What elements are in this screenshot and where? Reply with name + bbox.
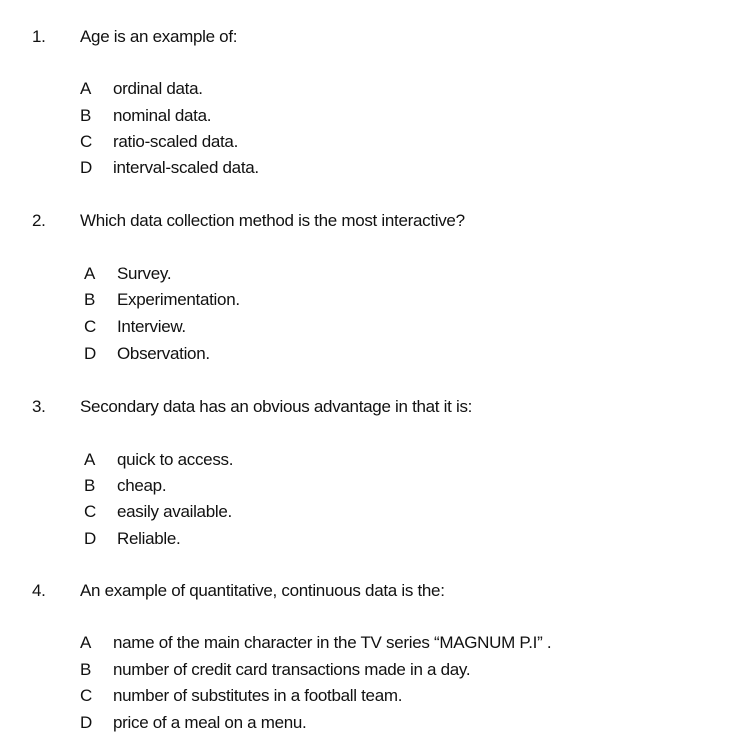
- question-number: 2.: [32, 211, 46, 230]
- question-number: 3.: [32, 397, 46, 416]
- option-letter: C: [80, 686, 92, 705]
- option-letter: D: [84, 344, 96, 363]
- option-text: ratio-scaled data.: [113, 132, 239, 151]
- option-text: number of credit card transactions made in a day.: [113, 660, 471, 679]
- option-text: Experimentation.: [117, 290, 240, 309]
- question-text: An example of quantitative, continuous data is the:: [80, 581, 445, 600]
- option-letter: C: [80, 132, 92, 151]
- option-text: Interview.: [117, 317, 186, 336]
- option-text: nominal data.: [113, 106, 212, 125]
- option-text: cheap.: [117, 476, 167, 495]
- option-text: Reliable.: [117, 529, 181, 548]
- question-number: 1.: [32, 27, 46, 46]
- option-letter: B: [80, 660, 92, 679]
- question-text: Which data collection method is the most interactive?: [80, 211, 465, 230]
- option-letter: A: [84, 450, 96, 469]
- option-letter: B: [84, 290, 96, 309]
- option-letter: A: [80, 79, 92, 98]
- option-text: number of substitutes in a football team.: [113, 686, 403, 705]
- option-letter: D: [80, 713, 92, 732]
- option-letter: B: [84, 476, 96, 495]
- option-text: ordinal data.: [113, 79, 203, 98]
- option-text: Observation.: [117, 344, 210, 363]
- option-letter: D: [84, 529, 96, 548]
- option-text: price of a meal on a menu.: [113, 713, 307, 732]
- option-letter: D: [80, 158, 92, 177]
- option-text: name of the main character in the TV series “MAGNUM P.I” .: [113, 633, 552, 652]
- question-number: 4.: [32, 581, 46, 600]
- option-letter: B: [80, 106, 92, 125]
- option-text: quick to access.: [117, 450, 234, 469]
- question-text: Secondary data has an obvious advantage in that it is:: [80, 397, 473, 416]
- option-text: interval-scaled data.: [113, 158, 259, 177]
- option-letter: C: [84, 502, 96, 521]
- option-letter: A: [84, 264, 96, 283]
- option-letter: A: [80, 633, 92, 652]
- option-text: Survey.: [117, 264, 172, 283]
- question-text: Age is an example of:: [80, 27, 238, 46]
- option-letter: C: [84, 317, 96, 336]
- option-text: easily available.: [117, 502, 232, 521]
